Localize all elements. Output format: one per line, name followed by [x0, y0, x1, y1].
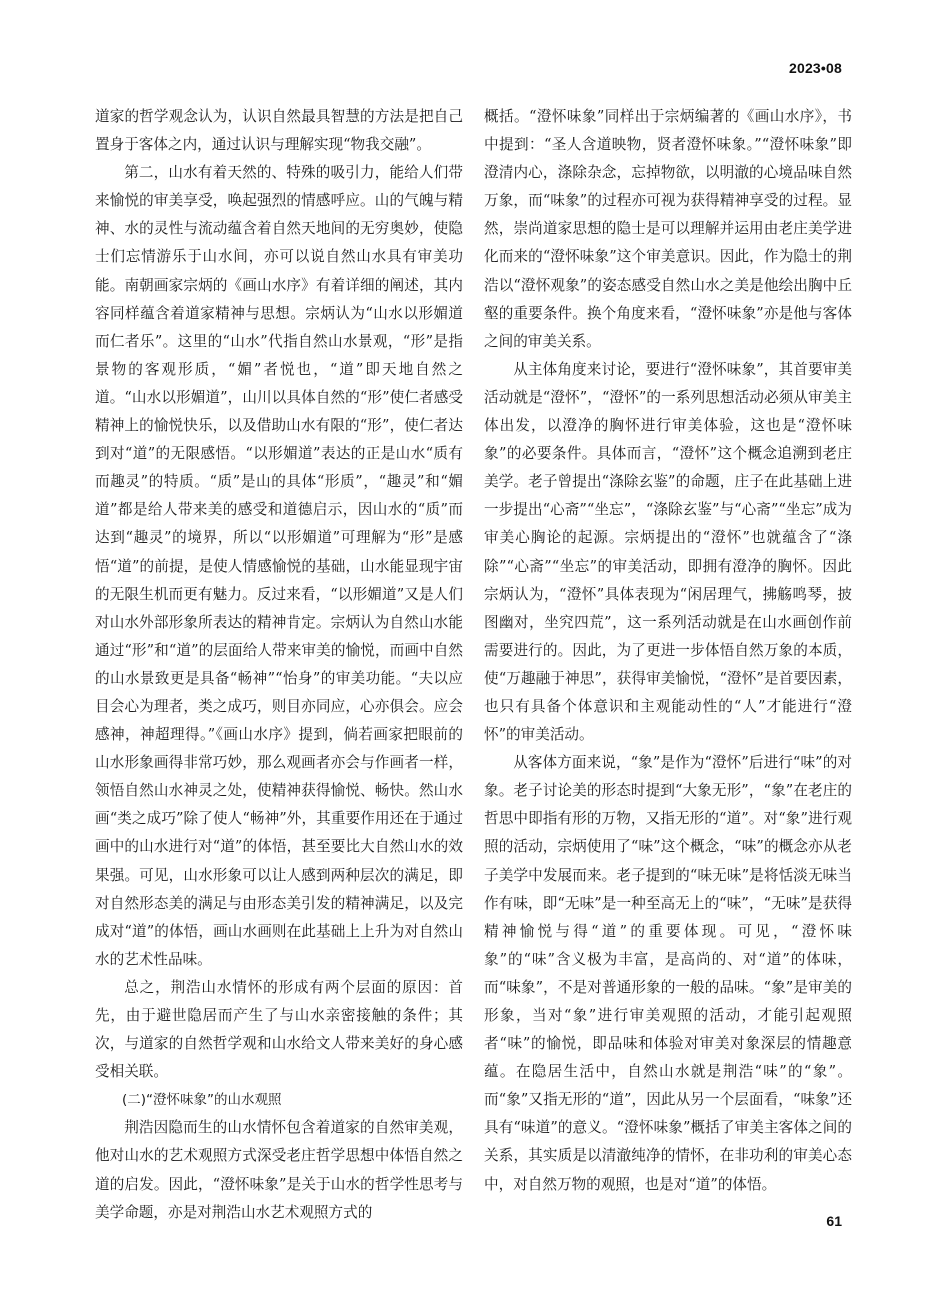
paragraph: 第二，山水有着天然的、特殊的吸引力，能给人们带来愉悦的审美享受，唤起强烈的情感呼应。山的气魄与精神、水的灵性与流动蕴含着自然天地间的无穷奥妙，使隐士们忘情游乐于山水间，亦可以说自然山水具有审美功能。南朝画家宗炳的《画山水序》有着详细的阐述，其内容同样蕴含着道家精神与思想。宗炳认为“山水以形媚道而仁者乐”。这里的“山水”代指自然山水景观，“形”是指景物的客观形质，“媚”者悦也，“道”即天地自然之道。“山水以形媚道”，山川以具体自然的“形”使仁者感受精神上的愉悦快乐，以及借助山水有限的“形”，使仁者达到对“道”的无限感悟。“以形媚道”表达的正是山水“质有而趣灵”的特质。“质”是山的具体“形质”，“趣灵”和“媚道”都是给人带来美的感受和道德启示，因山水的“质”而达到“趣灵”的境界，所以“以形媚道”可理解为“形”是感悟“道”的前提，是使人情感愉悦的基础，山水能显现宇宙的无限生机而更有魅力。反过来看，“以形媚道”又是人们对山水外部形象所表达的精神肯定。宗炳认为自然山水能通过“形”和“道”的层面给人带来审美的愉悦，而画中自然的山水景致更是具备“畅神”“怡身”的审美功能。“夫以应目会心为理者，类之成巧，则目亦同应，心亦俱会。应会感神，神超理得。”《画山水序》提到，倘若画家把眼前的山水形象画得非常巧妙，那么观画者亦会与作画者一样，领悟自然山水神灵之处，使精神获得愉悦、畅快。然山水画“类之成巧”除了使人“畅神”外，其重要作用还在于通过画中的山水进行对“道”的体悟，甚至要比大自然山水的效果强。可见，山水形象可以让人感到两种层次的满足，即对自然形态美的满足与由形态美引发的精神满足，以及完成对“道”的体悟，画山水画则在此基础上上升为对自然山水的艺术性品味。 [95, 164, 463, 968]
paragraph: 从客体方面来说，“象”是作为“澄怀”后进行“味”的对象。老子讨论美的形态时提到“大象无形”，“象”在老庄的哲思中即指有形的万物，又指无形的“道”。对“象”进行观照的活动，宗炳使用了“味”这个概念，“味”的概念亦从老子美学中发展而来。老子提到的“味无味”是将恬淡无味当作有味，即“无味”是一种至高无上的“味”，“无味”是获得精神愉悦与得“道”的重要体现。可见，“澄怀味象”的“味”含义极为丰富，是高尚的、对“道”的体味，而“味象”，不是对普通形象的一般的品味。“象”是审美的形象，当对“象”进行审美观照的活动，才能引起观照者“味”的愉悦，即品味和体验对审美对象深层的情趣意蕴。在隐居生活中，自然山水就是荆浩“味”的“象”。而“象”又指无形的“道”，因此从另一个层面看，“味象”还具有“味道”的意义。“澄怀味象”概括了审美主客体之间的关系，其实质是以清澈纯净的情怀，在非功利的审美心态中，对自然万物的观照，也是对“道”的体悟。 [484, 754, 852, 1193]
section-subheading: (二)“澄怀味象”的山水观照 [122, 1092, 282, 1109]
paragraph: 荆浩因隐而生的山水情怀包含着道家的自然审美观，他对山水的艺术观照方式深受老庄哲学思想中体悟自然之道的启发。因此，“澄怀味象”是关于山水的哲学性思考与美学命题，亦是对荆浩山水艺术观照方式的 [95, 1119, 463, 1221]
right-column [484, 103, 852, 1199]
paragraph: 道家的哲学观念认为，认识自然最具智慧的方法是把自己置身于客体之内，通过认识与理解实现“物我交融”。 [95, 108, 463, 154]
page-number: 61 [826, 1213, 842, 1229]
left-column [95, 103, 463, 1227]
issue-number: 2023•08 [788, 60, 842, 76]
paragraph: 从主体角度来讨论，要进行“澄怀味象”，其首要审美活动就是“澄怀”，“澄怀”的一系列思想活动必须从审美主体出发，以澄净的胸怀进行审美体验，这也是“澄怀味象”的必要条件。具体而言，“澄怀”这个概念追溯到老庄美学。老子曾提出“涤除玄鉴”的命题，庄子在此基础上进一步提出“心斋”“坐忘”，“涤除玄鉴”与“心斋”“坐忘”成为审美心胸论的起源。宗炳提出的“澄怀”也就蕴含了“涤除”“心斋”“坐忘”的审美活动，即拥有澄净的胸怀。因此宗炳认为，“澄怀”具体表现为“闲居理气，拂觞鸣琴，披图幽对，坐究四荒”，这一系列活动就是在山水画创作前需要进行的。因此，为了更进一步体悟自然万象的本质，使“万趣融于神思”，获得审美愉悦，“澄怀”是首要因素，也只有具备个体意识和主观能动性的“人”才能进行“澄怀”的审美活动。 [484, 360, 852, 744]
paragraph: 概括。“澄怀味象”同样出于宗炳编著的《画山水序》，书中提到：“圣人含道映物，贤者澄怀味象。”“澄怀味象”即澄清内心，涤除杂念，忘掉物欲，以明澈的心境品味自然万象，而“味象”的过程亦可视为获得精神享受的过程。显然，崇尚道家思想的隐士是可以理解并运用由老庄美学进化而来的“澄怀味象”这个审美意识。因此，作为隐士的荆浩以“澄怀观象”的姿态感受自然山水之美是他绘出胸中丘壑的重要条件。换个角度来看，“澄怀味象”亦是他与客体之间的审美关系。 [484, 108, 852, 350]
paragraph: 总之，荆浩山水情怀的形成有两个层面的原因：首先，由于避世隐居而产生了与山水亲密接触的条件；其次，与道家的自然哲学观和山水给文人带来美好的身心感受相关联。 [95, 978, 463, 1081]
